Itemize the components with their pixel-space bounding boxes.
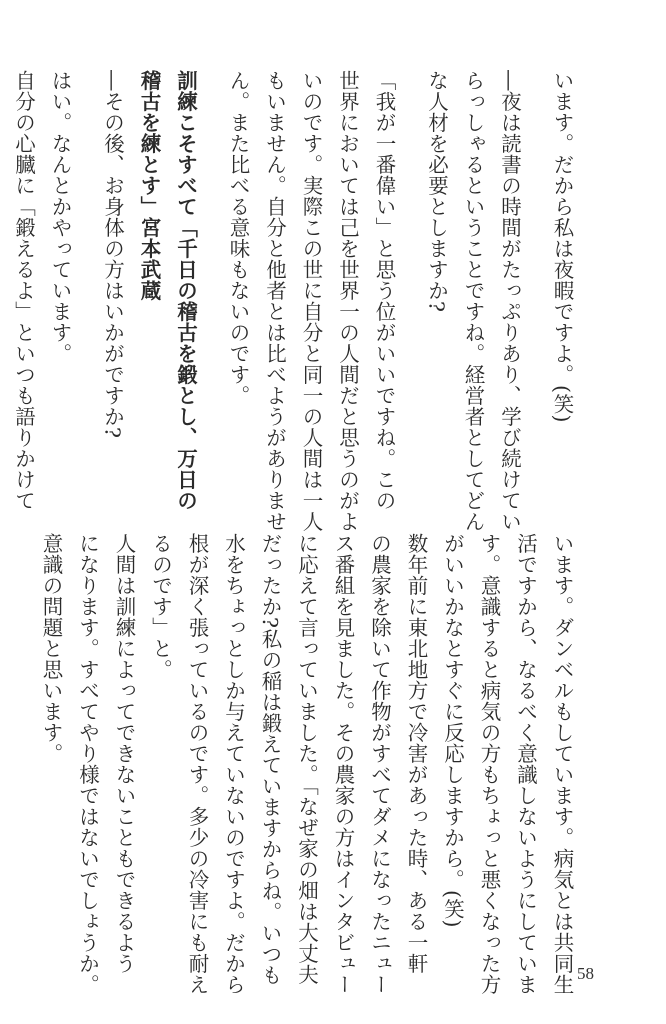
line-gap	[528, 70, 544, 500]
text-line: の農家を除いて作物がすべてダメになったニュー	[367, 533, 392, 995]
section-heading: 訓練こそすべて「千日の稽古を鍛とし、万日の	[173, 70, 198, 511]
line-gap	[78, 70, 94, 500]
line-gap	[402, 70, 418, 500]
text-line: います。だから私は夜暇ですよ。(笑)	[550, 70, 574, 423]
text-line: 活ですから、なるべく意識しないようにしていま	[513, 533, 538, 995]
interviewer-question: ―その後、お身体の方はいかがですか?	[100, 70, 125, 439]
text-line: だったか?私の稲は鍛えていますからね。いつも	[258, 533, 282, 986]
text-line: な人材を必要としますか?	[424, 70, 449, 313]
text-line: に応えて言っていました。「なぜ家の畑は大丈夫	[294, 533, 319, 985]
text-line: はい。なんとかやっています。	[48, 70, 72, 364]
text-line: います。ダンベルもしています。病気とは共同生	[550, 533, 574, 995]
line-gap	[204, 70, 220, 500]
text-line: 自分の心臓に「鍛えるよ」といつも語りかけて	[11, 70, 36, 511]
text-line: になります。すべてやり様ではないでしょうか。	[75, 533, 100, 995]
text-line: 水をちょっとしか与えていないのですよ。だから	[221, 533, 246, 995]
text-line: 「我が一番偉い」と思う位がいいですね。この	[372, 70, 396, 511]
text-line: ス番組を見ました。その農家の方はインタビュー	[331, 533, 355, 995]
text-line: 数年前に東北地方で冷害があった時、ある一軒	[404, 533, 428, 974]
page-number: 58	[577, 964, 594, 983]
text-line: がいいかなとすぐに反応しますから。(笑)	[440, 533, 465, 928]
text-line: いのです。実際この世に自分と同一の人間は一人	[299, 70, 323, 532]
text-line: もいません。自分と他者とは比べようがありませ	[262, 70, 287, 532]
lower-text-block	[33, 533, 581, 995]
text-line: 根が深く張っているのです。多少の冷害にも耐え	[185, 533, 209, 995]
text-line: ん。また比べる意味もないのです。	[226, 70, 250, 406]
section-heading: 稽古を練とす」宮本武蔵	[137, 70, 161, 301]
text-line: 世界においては己を世界一の人間だと思うのがよ	[335, 70, 360, 532]
text-line: るのです」と。	[148, 533, 173, 680]
text-line: す。意識すると病気の方もちょっと悪くなった方	[477, 533, 501, 995]
text-line: らっしゃるということですね。経営者としてどん	[461, 70, 485, 532]
text-line: 意識の問題と思います。	[39, 533, 63, 764]
interviewer-question: ―夜は読書の時間がたっぷりあり、学び続けてい	[497, 70, 522, 532]
text-line: 人間は訓練によってできないこともできるよう	[112, 533, 136, 974]
upper-text-block	[5, 70, 580, 532]
